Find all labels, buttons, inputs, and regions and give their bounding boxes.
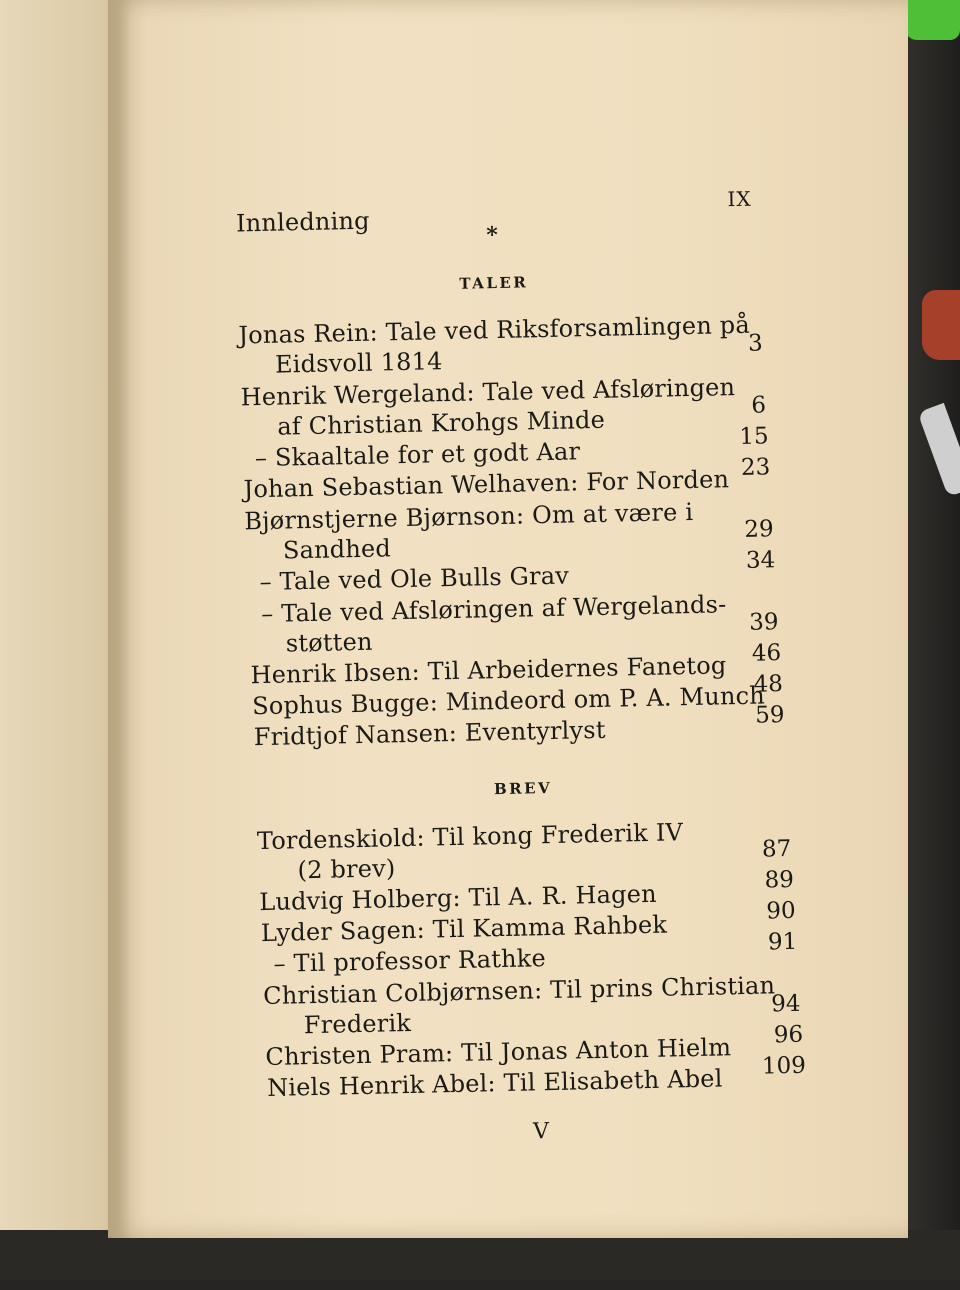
toc-entry-line: af Christian Krohgs Minde — [277, 405, 606, 441]
toc-intro-label: Innledning — [235, 206, 370, 238]
toc-entry-page: 59 — [754, 702, 785, 729]
section-heading-brev: BREV — [493, 778, 553, 799]
toc-entry-line: Niels Henrik Abel: Til Elisabeth Abel — [266, 1064, 723, 1102]
toc-entry-page: 89 — [764, 866, 795, 894]
toc-entry-line: Christen Pram: Til Jonas Anton Hielm — [265, 1033, 732, 1072]
toc-entry-page: 48 — [753, 671, 784, 698]
toc-entry-page: 6 — [751, 392, 767, 419]
toc-entry-page: 94 — [770, 990, 801, 1018]
toc-entry-line: Henrik Wergeland: Tale ved Afsløringen — [240, 373, 736, 412]
toc-entry-line: Ludvig Holberg: Til A. R. Hagen — [258, 879, 658, 917]
toc-entry-page: 91 — [767, 928, 798, 956]
toc-entry-line: Lyder Sagen: Til Kamma Rahbek — [260, 910, 668, 948]
toc-entry-line: Henrik Ibsen: Til Arbeidernes Fanetog — [250, 651, 727, 690]
toc-entry-line: støtten — [285, 627, 373, 658]
toc-entry-line: – Skaaltale for et godt Aar — [254, 437, 581, 473]
toc-entry-line: Eidsvoll 1814 — [274, 347, 443, 379]
toc-entry-page: 46 — [751, 640, 782, 667]
toc-entry-page: 109 — [761, 1052, 807, 1080]
toc-entry-line: Bjørnstjerne Bjørnson: Om at være i — [244, 497, 694, 536]
toc-entry-page: 15 — [739, 423, 769, 450]
toc-entry-line: Jonas Rein: Tale ved Riksforsamlingen på — [238, 310, 751, 350]
toc-entry-line: Frederik — [303, 1008, 412, 1040]
toc-entry-line: – Tale ved Afsløringen af Wergelands- — [260, 590, 727, 629]
toc-entry-page: 96 — [773, 1021, 804, 1049]
toc-entry-line: Johan Sebastian Welhaven: For Norden — [243, 465, 730, 504]
toc-intro-page: IX — [727, 186, 752, 212]
toc-entry-page: 87 — [761, 835, 792, 863]
toc-entry-line: Fridtjof Nansen: Eventyrlyst — [253, 715, 606, 752]
toc-entry-page: 39 — [748, 609, 779, 636]
toc-entry-line: (2 brev) — [297, 854, 396, 885]
toc-entry-line: Christian Colbjørnsen: Til prins Christian — [262, 971, 776, 1011]
ornament-asterisk: * — [486, 221, 499, 249]
toc-entry-line: Sandhed — [282, 534, 392, 565]
toc-entry-page: 34 — [745, 547, 776, 574]
toc-entry-line: Tordenskiold: Til kong Frederik IV — [256, 818, 684, 856]
toc-entry-page: 90 — [766, 897, 796, 925]
toc-entry-line: – Tale ved Ole Bulls Grav — [259, 561, 570, 597]
toc-entry-page: 3 — [747, 330, 763, 357]
toc-entry-line: Sophus Bugge: Mindeord om P. A. Munch — [251, 681, 766, 721]
toc-entry-line: – Til professor Rathke — [273, 944, 547, 978]
section-heading-taler: TALER — [459, 273, 529, 293]
page-folio: V — [532, 1119, 550, 1145]
toc-entry-page: 23 — [740, 454, 771, 481]
toc-entry-page: 29 — [744, 516, 774, 543]
